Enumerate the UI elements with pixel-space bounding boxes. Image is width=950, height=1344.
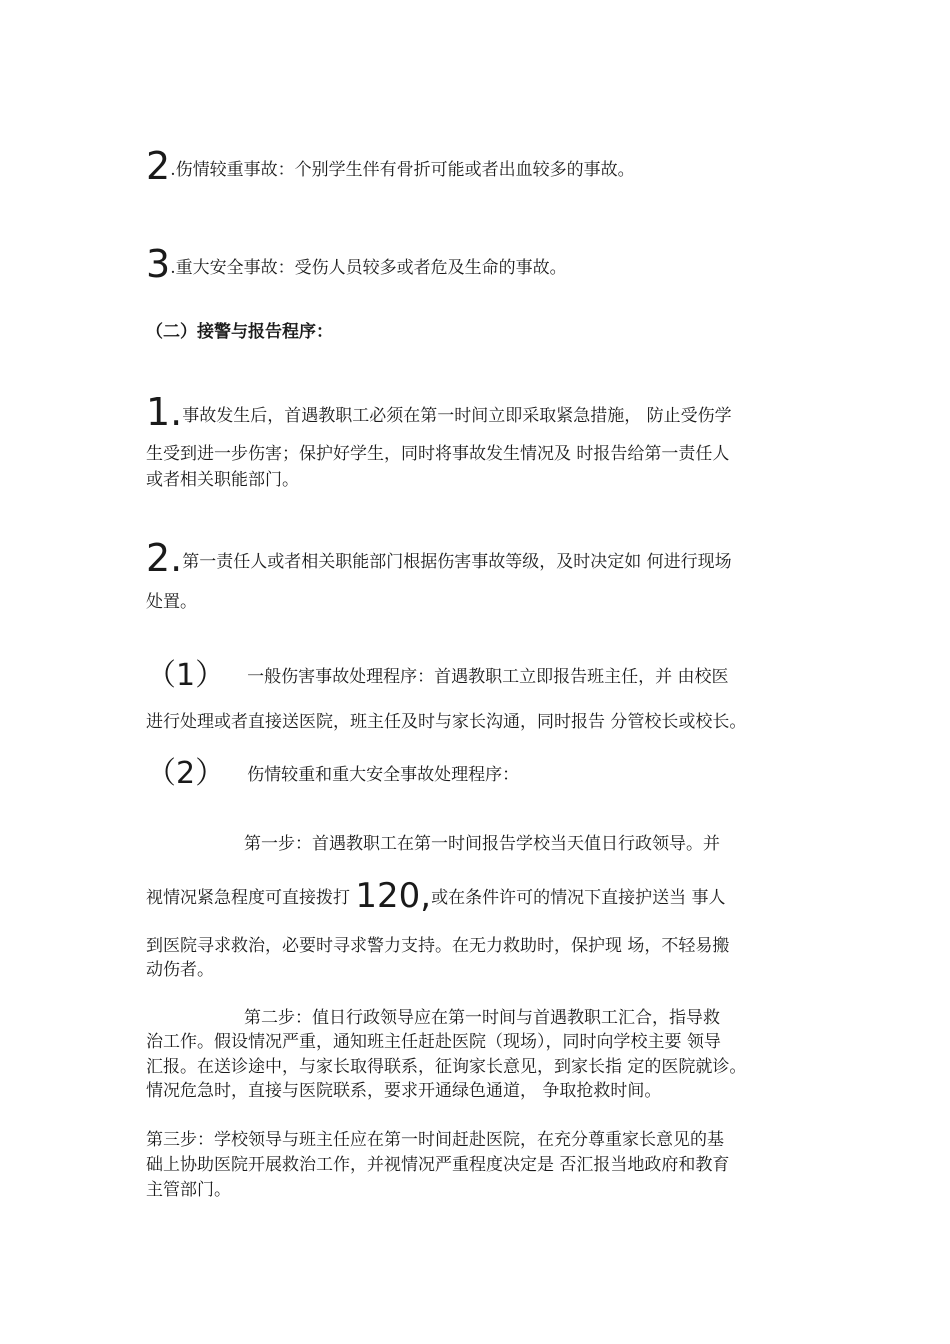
third-step-line-1: 第三步：学校领导与班主任应在第一时间赶赴医院，在充分尊重家长意见的基	[146, 1130, 724, 1150]
step-2-number: 2.	[146, 536, 183, 580]
item-2-number: 2	[146, 144, 171, 188]
item-3-text: .重大安全事故：受伤人员较多或者危及生命的事故。	[170, 258, 567, 278]
emergency-number: 120,	[355, 876, 432, 916]
second-step-line-1: 第二步：值日行政领导应在第一时间与首遇教职工汇合，指导救	[244, 1008, 720, 1028]
step-1-number: 1.	[146, 390, 183, 434]
proc-2-number: （2）	[146, 756, 226, 791]
second-step-line-3: 汇报。在送诊途中，与家长取得联系，征询家长意见，到家长指 定的医院就诊。	[146, 1057, 747, 1077]
proc-2-line-1	[146, 756, 519, 792]
proc-1-text-1: 一般伤害事故处理程序：首遇教职工立即报告班主任，并 由校医	[247, 667, 729, 687]
proc-1-number: （1）	[146, 658, 226, 693]
item-2-text: .伤情较重事故：个别学生伴有骨折可能或者出血较多的事故。	[170, 160, 635, 180]
step-1-line-2: 生受到进一步伤害；保护好学生，同时将事故发生情况及 时报告给第一责任人	[146, 444, 730, 464]
first-step-line-2	[146, 876, 726, 916]
step-1-line-3: 或者相关职能部门。	[146, 470, 299, 490]
step-1-text-1: 事故发生后，首遇教职工必须在第一时间立即采取紧急措施， 防止受伤学	[182, 406, 732, 426]
item-3-line	[146, 244, 567, 284]
first-step-line-1: 第一步：首遇教职工在第一时间报告学校当天值日行政领导。并	[244, 834, 720, 854]
section-heading: （二）接警与报告程序：	[146, 322, 333, 342]
second-step-line-2: 治工作。假设情况严重，通知班主任赶赴医院（现场），同时向学校主要 领导	[146, 1032, 721, 1052]
first-step-text-2b: 或在条件许可的情况下直接护送当 事人	[431, 888, 726, 908]
third-step-line-2: 础上协助医院开展救治工作，并视情况严重程度决定是 否汇报当地政府和教育	[146, 1155, 730, 1175]
proc-2-text-1: 伤情较重和重大安全事故处理程序：	[247, 765, 520, 785]
second-step-line-4: 情况危急时，直接与医院联系，要求开通绿色通道， 争取抢救时间。	[146, 1081, 662, 1101]
item-3-number: 3	[146, 242, 171, 286]
item-2-line	[146, 146, 635, 186]
step-1-line-1	[146, 392, 732, 432]
proc-1-line-2: 进行处理或者直接送医院，班主任及时与家长沟通，同时报告 分管校长或校长。	[146, 712, 747, 732]
first-step-line-3: 到医院寻求救治，必要时寻求警力支持。在无力救助时，保护现 场，不轻易搬	[146, 936, 730, 956]
step-2-line-2: 处置。	[146, 592, 197, 612]
proc-1-line-1	[146, 658, 729, 694]
third-step-line-3: 主管部门。	[146, 1180, 231, 1200]
step-2-text-1: 第一责任人或者相关职能部门根据伤害事故等级，及时决定如 何进行现场	[182, 552, 732, 572]
first-step-text-2a: 视情况紧急程度可直接拨打	[146, 888, 350, 908]
first-step-line-4: 动伤者。	[146, 960, 214, 980]
step-2-line-1	[146, 538, 732, 578]
